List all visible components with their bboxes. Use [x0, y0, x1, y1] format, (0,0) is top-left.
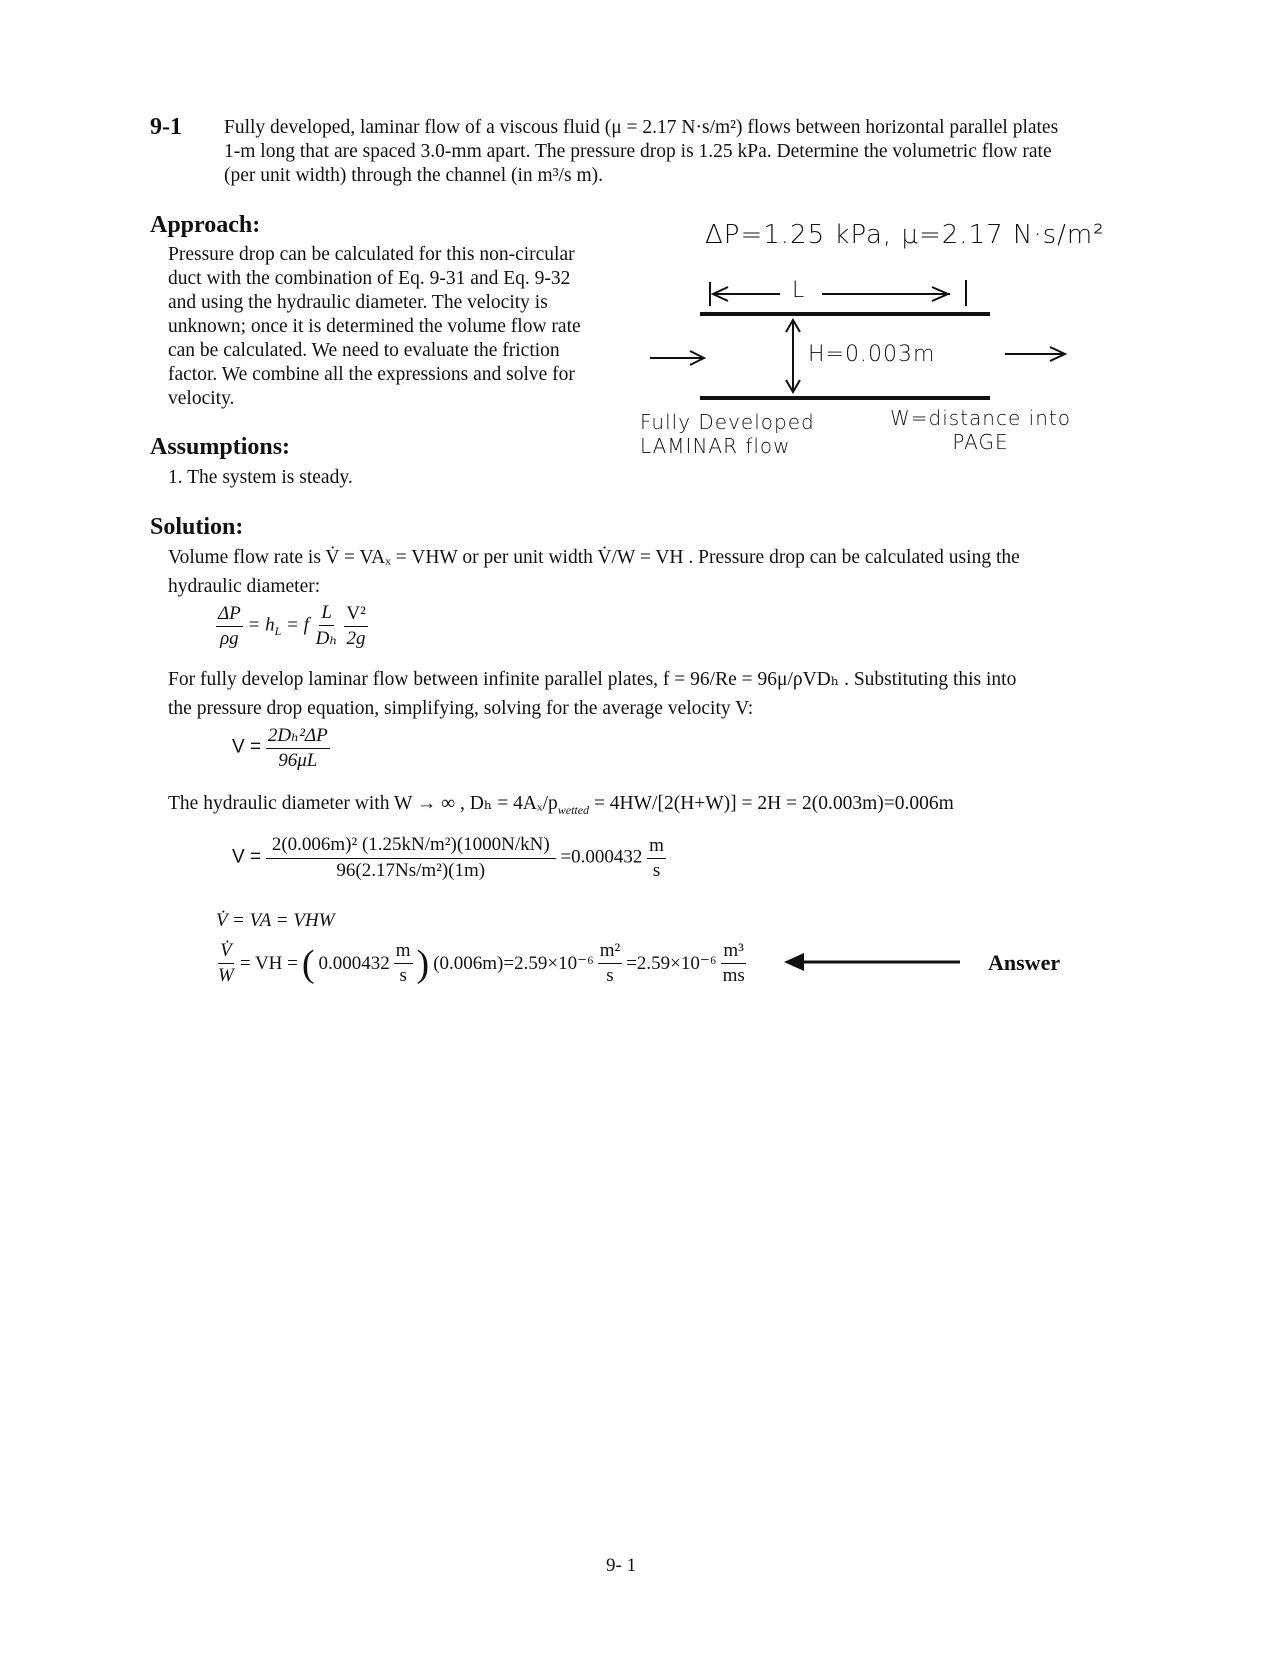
eq1-frac2-den: 2g	[346, 627, 366, 649]
eq5-times: (0.006m)=2.59×10⁻⁶	[433, 953, 594, 974]
solution-heading: Solution:	[150, 514, 244, 540]
answer-arrow-icon	[784, 950, 964, 974]
assumptions-heading: Assumptions:	[150, 434, 291, 460]
eq1-mid-sub: L	[274, 624, 282, 639]
equation-velocity-numeric	[232, 834, 666, 882]
eq5-lhs-den: W	[218, 965, 234, 986]
eq5-unit1-num: m²	[598, 940, 622, 964]
page-number: 9- 1	[606, 1555, 637, 1576]
sketch-top-label: ΔP=1.25 kPa, μ=2.17 N·s/m²	[705, 220, 1105, 250]
flow-label-line: LAMINAR flow	[640, 434, 791, 458]
channel-sketch	[640, 220, 1110, 470]
eq1-frac1-den: Dₕ	[315, 628, 338, 649]
eq5-paren-unit	[394, 940, 413, 987]
width-label-line: PAGE	[952, 430, 1009, 454]
eq1-frac2	[344, 603, 367, 650]
sketch-height-label: H=0.003m	[808, 342, 936, 367]
equation-pressure-drop	[216, 602, 368, 650]
equation-velocity	[232, 724, 330, 772]
eq5-unit1-den: s	[606, 965, 614, 986]
approach-line: and using the hydraulic diameter. The velocity is	[168, 292, 548, 313]
eq5-paren-unit-den: s	[399, 965, 407, 986]
approach-line: can be calculated. We need to evaluate the friction	[168, 340, 560, 361]
eq5-unit2-num: m³	[721, 940, 745, 964]
eq2-lhs: V =	[232, 736, 262, 758]
approach-line: unknown; once it is determined the volume flow rate	[168, 316, 581, 337]
eq3-result: =0.000432	[560, 846, 643, 868]
eq5-unit2-den: ms	[722, 965, 745, 986]
problem-statement	[224, 116, 1144, 188]
eq1-lhs-num: ΔP	[216, 603, 243, 627]
assumption-item: 1. The system is steady.	[168, 467, 353, 488]
eq1-frac1-num: L	[319, 602, 334, 626]
eq5-paren-open: (	[301, 942, 315, 985]
answer-label: Answer	[988, 950, 1061, 975]
solution-line-2: hydraulic diameter:	[168, 576, 321, 597]
hydraulic-diameter-rest: = 4HW/[2(H+W)] = 2H = 2(0.003m)=0.006m	[589, 793, 954, 814]
wetted-sub: wetted	[557, 802, 590, 817]
eq1-frac2-num: V²	[344, 603, 367, 627]
eq5-unit1	[598, 940, 622, 987]
problem-line-1: Fully developed, laminar flow of a viscous fluid (μ = 2.17 N·s/m²) flows between horizontal parallel plates	[224, 117, 1059, 138]
eq1-f: = f	[286, 614, 309, 636]
problem-line-2: 1-m long that are spaced 3.0-mm apart. The pressure drop is 1.25 kPa. Determine the volumetric flow rate	[224, 141, 1052, 162]
eq5-mid: = VH =	[239, 952, 298, 974]
solution-line-3: For fully develop laminar flow between infinite parallel plates, f = 96/Re = 96μ/ρVDₕ . Substituting this into	[168, 669, 1017, 690]
solution-intro	[168, 546, 1128, 599]
eq2-num: 2Dₕ²ΔP	[266, 724, 330, 749]
eq1-lhs	[216, 603, 243, 650]
eq3-den: 96(2.17Ns/m²)(1m)	[336, 860, 486, 881]
eq1-lhs-den: ρg	[220, 627, 239, 649]
approach-line: Pressure drop can be calculated for this non-circular	[168, 244, 575, 265]
eq5-eq2: =2.59×10⁻⁶	[626, 953, 717, 974]
eq3-unit	[647, 835, 666, 882]
approach-line: duct with the combination of Eq. 9-31 and Eq. 9-32	[168, 268, 571, 289]
eq2-frac	[266, 724, 330, 772]
eq5-paren-unit-num: m	[394, 940, 413, 964]
flow-label-line: Fully Developed	[640, 410, 815, 434]
eq5-paren-close: )	[416, 942, 430, 985]
eq3-unit-den: s	[652, 859, 661, 881]
eq1-frac1	[314, 602, 340, 650]
eq5-lhs	[216, 940, 236, 987]
eq3-frac	[266, 834, 556, 882]
hydraulic-diameter-line	[168, 792, 1128, 822]
sketch-width-label	[890, 406, 1071, 454]
approach-line: factor. We combine all the expressions and solve for	[168, 364, 575, 385]
problem-line-3: (per unit width) through the channel (in m³/s m).	[224, 165, 603, 186]
eq2-den: 96μL	[278, 750, 318, 771]
eq5-lhs-num: V̇	[218, 940, 234, 964]
problem-number: 9-1	[150, 114, 182, 140]
eq5-paren-val: 0.000432	[318, 952, 390, 974]
solution-line-1: Volume flow rate is V̇ = VAₓ = VHW or per unit width V̇/W = VH . Pressure drop can be calculated using the	[168, 547, 1020, 568]
eq3-num: 2(0.006m)² (1.25kN/m²)(1000N/kN)	[266, 834, 556, 859]
approach-line: velocity.	[168, 388, 235, 409]
width-label-line: W=distance into	[890, 406, 1071, 430]
eq3-lhs: V =	[232, 846, 262, 868]
eq3-unit-num: m	[647, 835, 666, 859]
sketch-length-label: L	[792, 278, 806, 303]
equation-final	[216, 940, 747, 987]
hydraulic-diameter-text: The hydraulic diameter with W → ∞ , Dₕ = 4Aₓ/p	[168, 793, 558, 814]
sketch-flow-label	[640, 410, 815, 458]
solution-text-2	[168, 668, 1128, 721]
eq5-unit2	[721, 940, 747, 987]
eq1-mid: = h	[247, 614, 275, 636]
solution-line-4: the pressure drop equation, simplifying, solving for the average velocity V:	[168, 698, 754, 719]
equation-flow-rate: V̇ = VA = VHW	[216, 910, 335, 931]
approach-text	[168, 243, 618, 411]
approach-heading: Approach:	[150, 212, 261, 238]
